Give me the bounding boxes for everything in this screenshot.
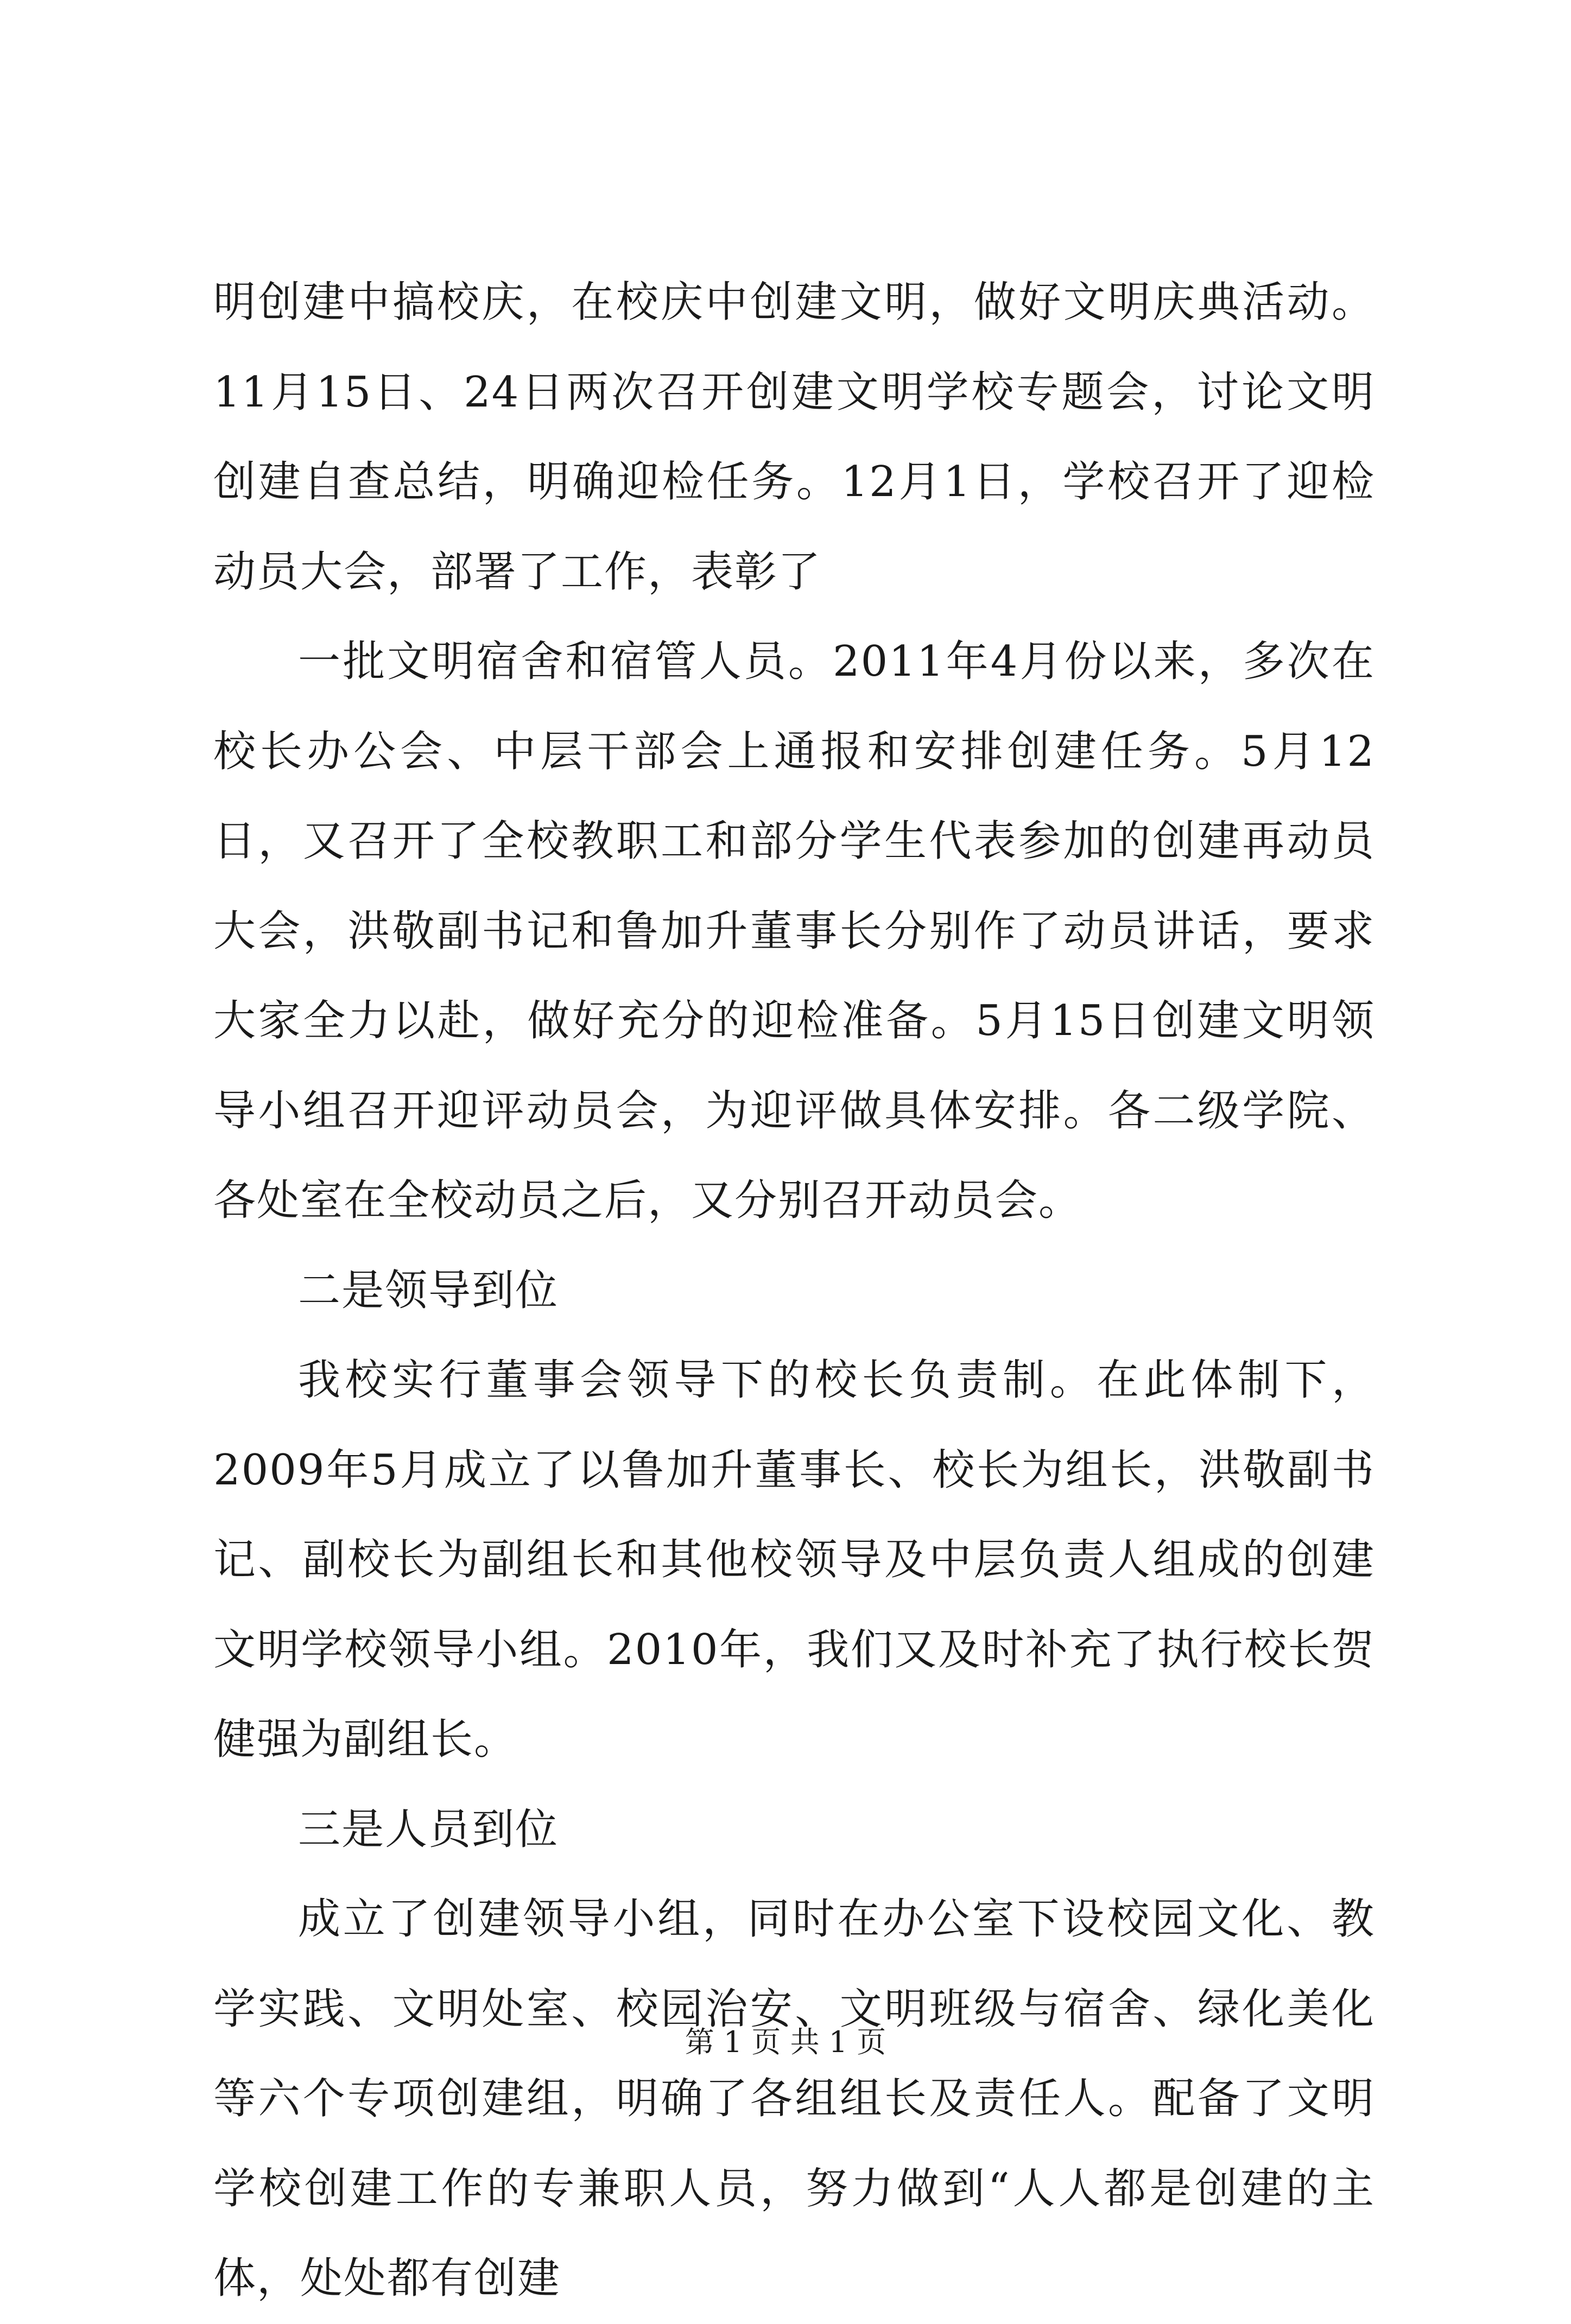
paragraph-1: 明创建中搞校庆，在校庆中创建文明，做好文明庆典活动。11月15日、24日两次召开创建文明学校专题会，讨论文明创建自查总结，明确迎检任务。12月1日，学校召开了迎检动员大会，部署了工作，表彰了 [213, 278, 1375, 596]
paragraph-4: 我校实行董事会领导下的校长负责制。在此体制下，2009年5月成立了以鲁加升董事长、校长为组长，洪敬副书记、副校长为副组长和其他校领导及中层负责人组成的创建文明学校领导小组。2010年，我们又及时补充了执行校长贺健强为副组长。 [213, 1356, 1375, 1764]
paragraph-2: 一批文明宿舍和宿管人员。2011年4月份以来，多次在校长办公会、中层干部会上通报和安排创建任务。5月12日，又召开了全校教职工和部分学生代表参加的创建再动员大会，洪敬副书记和鲁加升董事长分别作了动员讲话，要求大家全力以赴，做好充分的迎检准备。5月15日创建文明领导小组召开迎评动员会，为迎评做具体安排。各二级学院、各处室在全校动员之后，又分别召开动员会。 [213, 637, 1375, 1225]
document-body [213, 258, 1375, 2324]
section-heading-leadership: 二是领导到位 [298, 1266, 559, 1315]
page-footer: 第 1 页 共 1 页 [685, 2025, 886, 2059]
section-heading-personnel: 三是人员到位 [298, 1805, 559, 1854]
paragraph-6: 成立了创建领导小组，同时在办公室下设校园文化、教学实践、文明处室、校园治安、文明班级与宿舍、绿化美化等六个专项创建组，明确了各组组长及责任人。配备了文明学校创建工作的专兼职人员，努力做到“人人都是创建的主体，处处都有创建 [213, 1895, 1375, 2303]
